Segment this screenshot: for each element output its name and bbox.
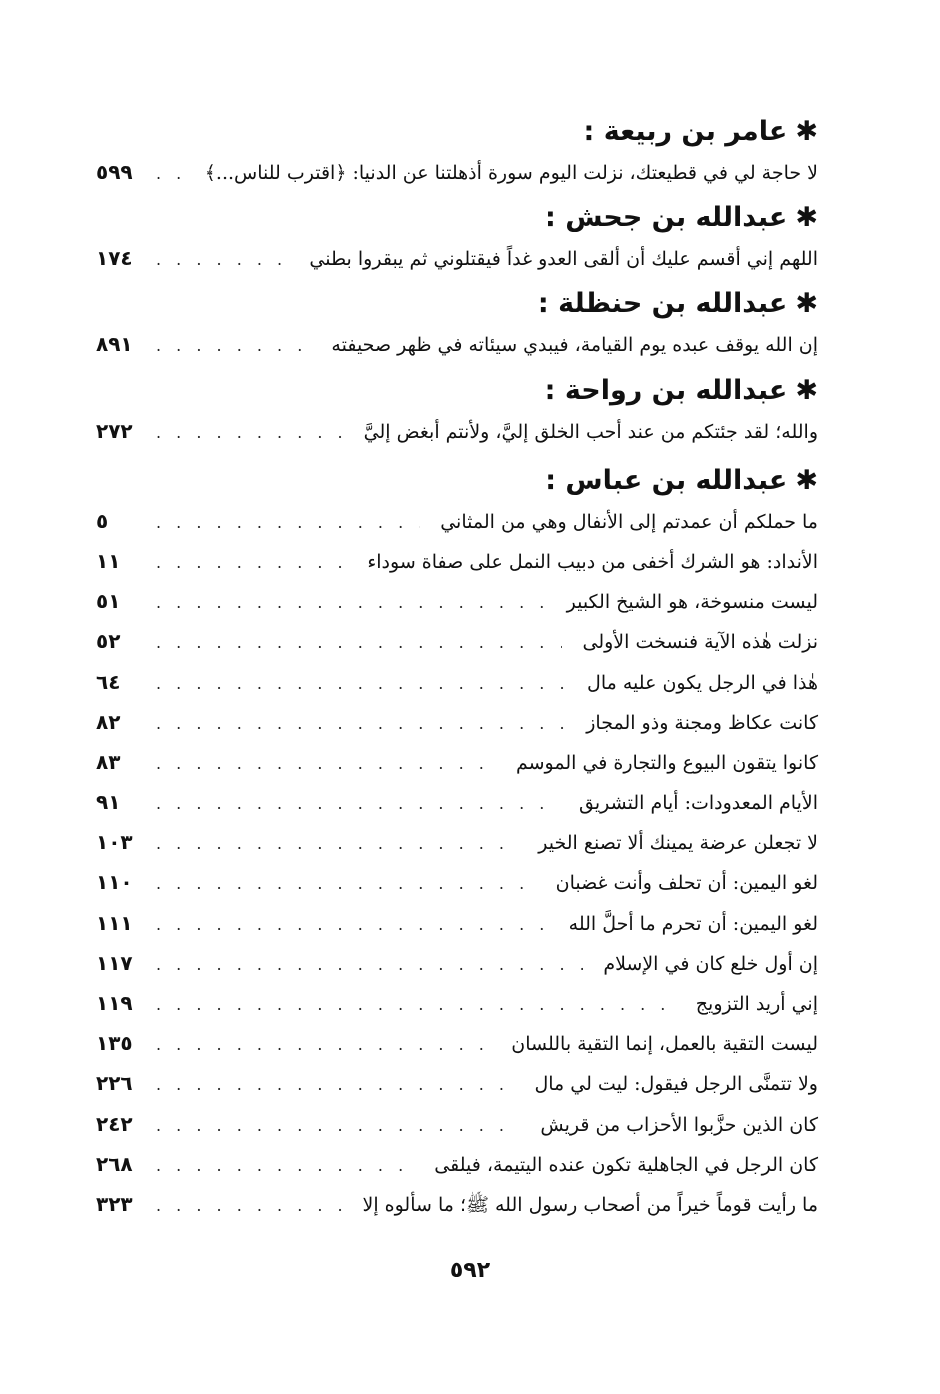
entry-text: إني أريد التزويج — [695, 993, 818, 1015]
entry-page-number: ٨٩١ — [96, 332, 133, 357]
dot-leader — [156, 864, 536, 904]
entry-text: لغو اليمين: أن تحرم ما أحلَّ الله — [568, 912, 818, 935]
entry-page-number: ٢٤٢ — [96, 1111, 133, 1136]
entry-page-number: ٨٢ — [96, 709, 121, 734]
index-entry — [96, 1144, 818, 1184]
dot-leader — [156, 945, 583, 985]
dot-leader — [156, 985, 676, 1025]
entry-text: لا تجعلن عرضة يمينك ألا تصنع الخير — [538, 832, 818, 855]
section-heading — [96, 198, 818, 238]
entry-page-number: ١١٩ — [96, 991, 133, 1015]
star-icon: ✱ — [795, 374, 818, 406]
entry-text: ما رأيت قوماً خيراً من أصحاب رسول الله ﷺ؛ ما سألوه إلا — [362, 1193, 818, 1216]
entry-page-number: ٥١ — [96, 589, 121, 614]
entry-text: نزلت هٰذه الآية فنسخت الأولى — [582, 631, 818, 654]
index-entry — [96, 782, 818, 822]
entry-text: الأنداد: هو الشرك أخفى من دبيب النمل على صفاة سوداء — [367, 550, 818, 573]
entry-list — [96, 501, 818, 1224]
entry-page-number: ٥٢ — [96, 629, 121, 654]
index-section-hanzala — [96, 284, 818, 364]
entry-page-number: ١٧٤ — [96, 246, 133, 271]
entry-page-number: ٣٢٣ — [96, 1191, 133, 1216]
entry-text: ليست التقية بالعمل، إنما التقية باللسان — [511, 1033, 818, 1056]
section-heading-text: عبدالله بن جحش : — [545, 202, 788, 234]
dot-leader — [156, 1025, 491, 1065]
entry-text: لا حاجة لي في قطيعتك، نزلت اليوم سورة أذهلتنا عن الدنيا: ﴿اقترب للناس...﴾ — [204, 162, 818, 184]
index-entry — [96, 742, 818, 782]
entry-page-number: ١٣٥ — [96, 1031, 133, 1056]
entry-page-number: ٨٣ — [96, 749, 121, 774]
dot-leader — [156, 1146, 414, 1186]
index-entry — [96, 1184, 818, 1224]
section-heading — [96, 112, 818, 152]
index-entry — [96, 1063, 818, 1103]
entry-text: ليست منسوخة، هو الشيخ الكبير — [566, 591, 818, 614]
entry-text: ما حملكم أن عمدتم إلى الأنفال وهي من المثاني — [440, 510, 818, 533]
dot-leader — [156, 240, 289, 280]
entry-text: اللهم إني أقسم عليك أن ألقى العدو غداً فيقتلوني ثم يبقروا بطني — [309, 248, 818, 271]
entry-text: إن الله يوقف عبده يوم القيامة، فيبدي سيئاته في ظهر صحيفته — [331, 334, 818, 357]
section-heading — [96, 284, 818, 324]
entry-text: الأيام المعدودات: أيام التشريق — [579, 792, 818, 815]
dot-leader — [156, 543, 347, 583]
index-entry — [96, 903, 818, 943]
page-number: ٥٩٢ — [449, 1258, 491, 1283]
index-entry — [96, 324, 818, 364]
entry-page-number: ٦٤ — [96, 669, 121, 694]
index-entry — [96, 238, 818, 278]
index-entry — [96, 983, 818, 1023]
index-section-amir — [96, 112, 818, 192]
entry-text: كان الرجل في الجاهلية تكون عنده اليتيمة، فيلقى — [434, 1153, 818, 1176]
dot-leader — [156, 623, 562, 663]
index-entry — [96, 1023, 818, 1063]
dot-leader — [156, 503, 420, 543]
entry-text: هٰذا في الرجل يكون عليه مال — [587, 671, 818, 694]
dot-leader — [156, 583, 547, 623]
dot-leader — [156, 154, 185, 194]
entry-page-number: ٢٦٨ — [96, 1151, 133, 1176]
entry-page-number: ٥٩٩ — [96, 160, 133, 184]
section-heading-text: عامر بن ربيعة : — [583, 116, 788, 147]
index-entry — [96, 501, 818, 541]
index-entry — [96, 621, 818, 661]
section-heading-text: عبدالله بن عباس : — [545, 464, 788, 496]
dot-leader — [156, 1186, 343, 1226]
dot-leader — [156, 784, 559, 824]
index-entry — [96, 152, 818, 192]
index-entry — [96, 702, 818, 742]
section-heading — [96, 461, 818, 501]
entry-page-number: ١١ — [96, 548, 121, 573]
index-entry — [96, 943, 818, 983]
entry-text: كانت عكاظ ومجنة وذو المجاز — [586, 711, 818, 734]
entry-text: إن أول خلع كان في الإسلام — [603, 952, 818, 975]
index-entry — [96, 541, 818, 581]
star-icon: ✱ — [795, 202, 818, 234]
dot-leader — [156, 413, 344, 453]
section-heading-text: عبدالله بن رواحة : — [544, 374, 788, 406]
index-section-abbas — [96, 461, 818, 1224]
section-heading-text: عبدالله بن حنظلة : — [537, 288, 788, 320]
index-entry — [96, 822, 818, 862]
index-entry — [96, 862, 818, 902]
entry-page-number: ١٠٣ — [96, 830, 133, 855]
star-icon: ✱ — [795, 116, 818, 147]
index-entry — [96, 411, 818, 451]
entry-text: كانوا يتقون البيوع والتجارة في الموسم — [515, 751, 818, 774]
dot-leader — [156, 824, 518, 864]
dot-leader — [156, 1106, 520, 1146]
dot-leader — [156, 704, 566, 744]
entry-page-number: ١١١ — [96, 910, 133, 935]
index-page — [96, 112, 818, 1224]
entry-text: لغو اليمين: أن تحلف وأنت غضبان — [555, 872, 818, 895]
section-heading — [96, 371, 818, 411]
dot-leader — [156, 744, 496, 784]
index-entry — [96, 581, 818, 621]
index-entry — [96, 662, 818, 702]
dot-leader — [156, 1065, 514, 1105]
entry-text: ولا تتمنَّى الرجل فيقول: ليت لي مال — [534, 1073, 818, 1096]
dot-leader — [156, 664, 567, 704]
star-icon: ✱ — [795, 288, 818, 320]
entry-page-number: ٩١ — [96, 790, 121, 815]
entry-text: كان الذين حزَّبوا الأحزاب من قريش — [540, 1113, 818, 1136]
index-section-rawaha — [96, 371, 818, 451]
entry-page-number: ١١٠ — [96, 870, 133, 895]
entry-page-number: ٢٧٢ — [96, 418, 133, 443]
index-section-jahsh — [96, 198, 818, 278]
star-icon: ✱ — [795, 464, 818, 496]
dot-leader — [156, 905, 549, 945]
entry-text: والله؛ لقد جئتكم من عند أحب الخلق إليَّ، ولأنتم أبغض إليَّ — [363, 420, 818, 443]
dot-leader — [156, 326, 311, 366]
entry-page-number: ٥ — [96, 508, 109, 533]
index-entry — [96, 1104, 818, 1144]
entry-page-number: ١١٧ — [96, 950, 133, 975]
entry-page-number: ٢٢٦ — [96, 1071, 133, 1096]
